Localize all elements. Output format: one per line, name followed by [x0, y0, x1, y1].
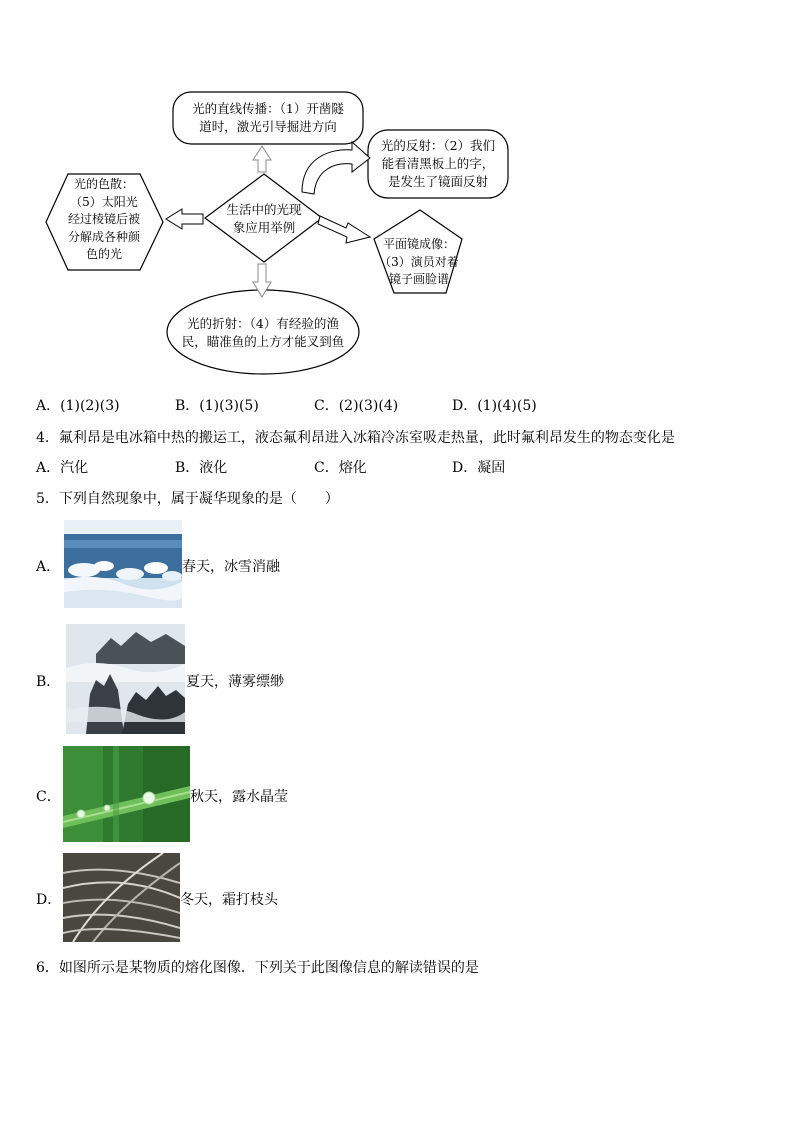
q4-option-d: D．凝固: [452, 460, 506, 476]
q5-stem: 5．下列自然现象中，属于凝华现象的是（ ）: [36, 491, 339, 507]
q5-option-c-caption: 秋天，露水晶莹: [190, 789, 288, 805]
q3-option-a: A．(1)(2)(3): [36, 398, 120, 414]
q3-option-c: C．(2)(3)(4): [314, 398, 399, 414]
q3-option-b: B．(1)(3)(5): [175, 398, 259, 414]
dew-leaf-image: [63, 746, 190, 842]
q5-option-a-caption: 春天，冰雪消融: [182, 559, 280, 575]
mist-mountains-image: [66, 624, 185, 734]
q4-stem: 4．氟利昂是电冰箱中热的搬运工，液态氟利昂进入冰箱冷冻室吸走热量，此时氟利昂发生的物态变化是: [36, 430, 675, 446]
light-phenomena-diagram: [40, 88, 520, 378]
q5-option-d-letter: D．: [36, 892, 62, 908]
q5-option-c-letter: C．: [36, 789, 61, 805]
q4-option-b: B．液化: [175, 460, 228, 476]
q6-stem: 6．如图所示是某物质的熔化图像．下列关于此图像信息的解读错误的是: [36, 960, 479, 976]
right-pent-text: 平面镜成像： （3）演员对着 镜子画脸谱: [379, 237, 459, 286]
q5-option-d-caption: 冬天，霜打枝头: [180, 892, 278, 908]
center-text: 生活中的光现 象应用举例: [226, 202, 302, 235]
up-arrow: [253, 146, 271, 172]
q5-option-b-caption: 夏天，薄雾缥缈: [186, 674, 284, 690]
q4-option-a: A．汽化: [36, 460, 89, 476]
q5-option-a-letter: A．: [36, 559, 61, 575]
left-hex-text: 光的色散： （5）太阳光 经过棱镜后被 分解成各种颜 色的光: [67, 177, 140, 261]
frost-grass-image: [63, 853, 180, 942]
snow-melting-image: [64, 520, 182, 608]
q5-option-b-letter: B．: [36, 674, 61, 690]
curved-arrow: [302, 142, 370, 194]
q3-option-d: D．(1)(4)(5): [452, 398, 537, 414]
right-arrow: [318, 216, 370, 243]
right-top-box-text: 光的反射：（2）我们 能看清黑板上的字， 是发生了镜面反射: [380, 138, 496, 189]
top-box-text: 光的直线传播：（1）开凿隧 道时，激光引导掘进方向: [192, 101, 344, 134]
q4-option-c: C．熔化: [314, 460, 367, 476]
bottom-ellipse-text: 光的折射：（4）有经验的渔 民，瞄准鱼的上方才能叉到鱼: [181, 316, 345, 349]
left-arrow: [166, 209, 203, 229]
